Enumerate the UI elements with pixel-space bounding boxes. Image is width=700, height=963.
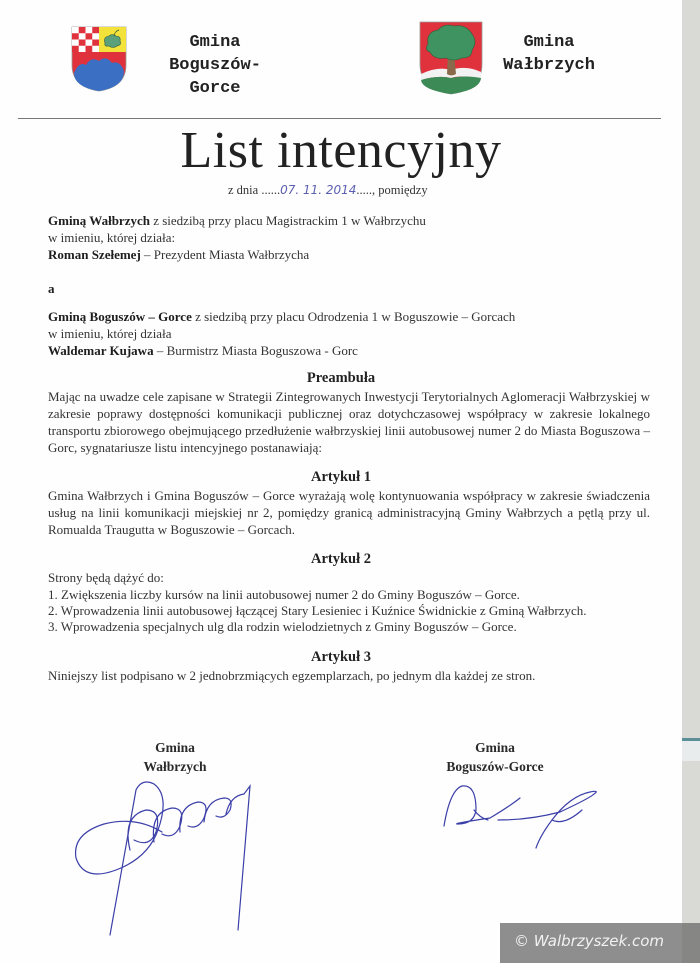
party1-rep-name: Roman Szełemej <box>48 247 141 262</box>
article2-intro: Strony będą dążyć do: <box>48 570 164 585</box>
article3-text: Niniejszy list podpisano w 2 jednobrzmiących egzemplarzach, po jednym dla każdej ze stron. <box>48 668 536 683</box>
signature-left-line: Gmina <box>155 740 195 755</box>
party2-seat-line <box>48 308 515 325</box>
date-prefix: z dnia ...... <box>228 183 281 197</box>
signature-right-line: Boguszów-Gorce <box>446 759 544 774</box>
party1-seat: z siedzibą przy placu Magistrackim 1 w Wałbrzychu <box>149 213 426 228</box>
article2-item: 3. Wprowadzenia specjalnych ulg dla rodzin wielodzietnych z Gminy Boguszów – Gorce. <box>48 619 517 634</box>
boguszow-gorce-crest-icon <box>70 25 128 93</box>
party1-acting: w imieniu, której działa: <box>48 230 176 245</box>
watermark <box>500 923 700 963</box>
watermark-text: © Walbrzyszek.com <box>514 932 664 950</box>
date-line <box>228 183 428 198</box>
article1-text: Gmina Wałbrzych i Gmina Boguszów – Gorce wyrażają wolę kontynuowania współpracy w zakresie świadczenia usług na linii komunikacji miejskiej nr 2, pomiędzy granicą administracyjną Gminy Wałbrzych a pętlą przy ul. Romualda Traugutta w Boguszowie – Gorcach. <box>48 488 650 537</box>
party2-seat: z siedzibą przy placu Odrodzenia 1 w Boguszowie – Gorcach <box>191 309 516 324</box>
party1-name: Gminą Wałbrzych <box>48 213 150 228</box>
party1-seat-line <box>48 212 426 229</box>
header-left-line: Gmina <box>189 33 241 52</box>
party2-acting: w imieniu, której działa <box>48 326 172 341</box>
handwritten-date: 07. 11. 2014 <box>280 183 357 197</box>
signature-label-boguszow-gorce <box>420 738 570 776</box>
walbrzych-crest-icon <box>418 20 484 96</box>
header-municipality-left <box>150 31 280 100</box>
party2-rep-name: Waldemar Kujawa <box>48 343 154 358</box>
preamble-heading: Preambuła <box>306 370 376 386</box>
party2-representative <box>48 342 358 359</box>
preamble-text: Mając na uwadze cele zapisane w Strategii Zintegrowanych Inwestycji Terytorialnych Aglomeracji Wałbrzyskiej w zakresie poprawy dostępności komunikacji publicznej oraz dotychczasowej współpracy w zakresie lokalnego transportu zbiorowego obejmującego przedłużenie wałbrzyskiej linii autobusowej numer 2 do Miasta Boguszowa – Gorc, sygnatariusze listu intencyjnego postanawiają: <box>48 389 650 455</box>
header-right-line: Gmina <box>523 33 575 52</box>
scan-edge <box>682 0 700 963</box>
document-title: List intencyjny <box>180 122 502 179</box>
header-left-line: Boguszów- <box>169 56 261 75</box>
article1-heading: Artykuł 1 <box>310 469 372 485</box>
header-right-line: Wałbrzych <box>503 56 595 75</box>
article2-item: 1. Zwiększenia liczby kursów na linii autobusowej numer 2 do Gminy Boguszów – Gorce. <box>48 587 520 602</box>
conjunction-text: a <box>48 281 55 296</box>
party1-rep-role: – Prezydent Miasta Wałbrzycha <box>140 247 310 262</box>
signature-boguszow-gorce-handwritten <box>440 780 610 850</box>
scan-edge-highlight <box>682 741 700 761</box>
signature-walbrzych-handwritten <box>70 770 260 940</box>
header-divider <box>18 118 661 119</box>
party1-representative <box>48 246 309 263</box>
party2-rep-role: – Burmistrz Miasta Boguszowa - Gorc <box>153 343 358 358</box>
header-left-line: Gorce <box>189 79 241 98</box>
conjunction <box>48 280 55 297</box>
article3-heading: Artykuł 3 <box>310 649 372 665</box>
header-municipality-right <box>484 31 614 77</box>
signature-right-line: Gmina <box>475 740 515 755</box>
signature-left-line: Wałbrzych <box>143 759 207 774</box>
article2-item: 2. Wprowadzenia linii autobusowej łączącej Stary Lesieniec i Kuźnice Świdnickie z Gminą Wałbrzych. <box>48 603 587 618</box>
date-suffix: ....., pomiędzy <box>356 183 428 197</box>
party2-name: Gminą Boguszów – Gorce <box>48 309 192 324</box>
article2-heading: Artykuł 2 <box>310 551 372 567</box>
